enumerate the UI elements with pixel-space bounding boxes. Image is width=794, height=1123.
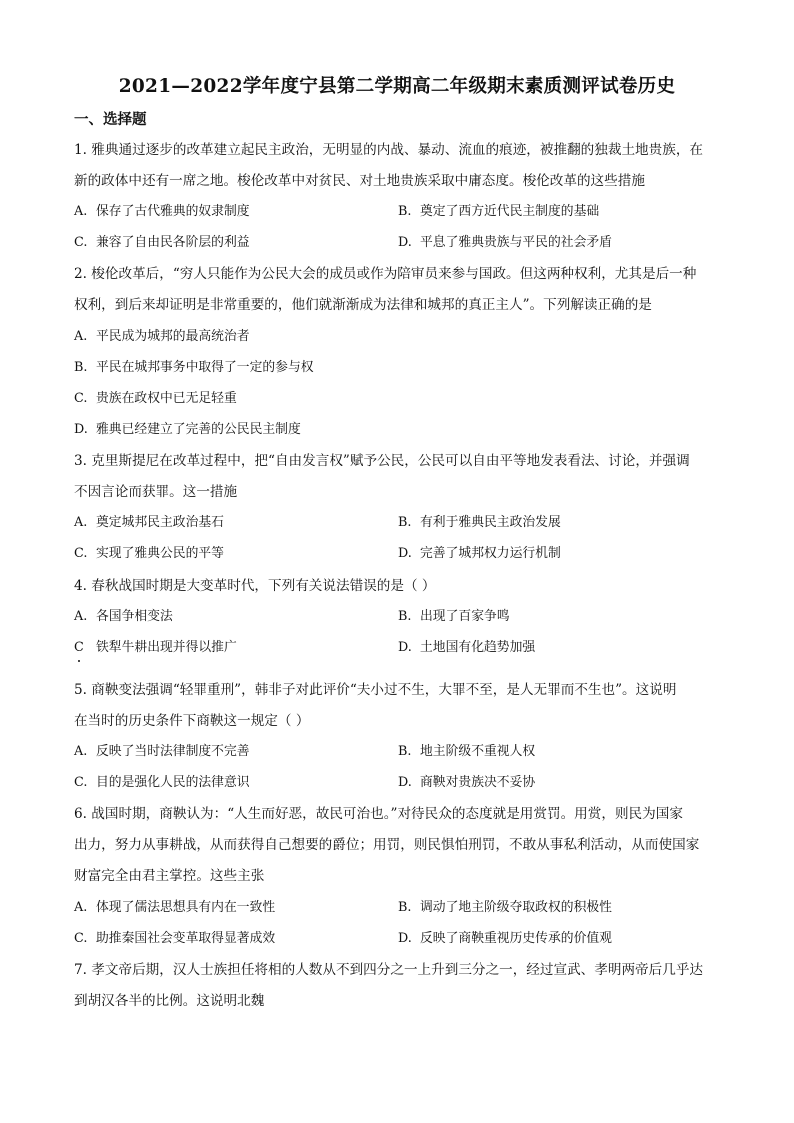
question-5-option-a: A. 反映了当时法律制度不完善 [74, 744, 250, 759]
question-1-option-b: B. 奠定了西方近代民主制度的基础 [398, 204, 600, 219]
question-6-line-3: 财富完全由君主掌控。这些主张 [74, 868, 265, 884]
question-2-option-a: A. 平民成为城邦的最高统治者 [74, 329, 250, 344]
question-6-option-b: B. 调动了地主阶级夺取政权的积极性 [398, 900, 612, 915]
page-title: 2021—2022学年度宁县第二学期高二年级期末素质测评试卷历史 [118, 76, 676, 97]
question-4-option-a: A. 各国争相变法 [74, 609, 173, 624]
question-3-option-c: C. 实现了雅典公民的平等 [74, 546, 224, 561]
question-1-option-a: A. 保存了古代雅典的奴隶制度 [74, 204, 250, 219]
question-5-line-2: 在当时的历史条件下商鞅这一规定（ ） [74, 713, 310, 729]
question-2-option-b: B. 平民在城邦事务中取得了一定的参与权 [74, 360, 314, 375]
question-6-line-2: 出力，努力从事耕战，从而获得自己想要的爵位；用罚，则民惧怕刑罚，不敢从事私利活动，从而使国家 [74, 837, 700, 853]
question-1-line-2: 新的政体中还有一席之地。梭伦改革中对贫民、对土地贵族采取中庸态度。梭伦改革的这些措施 [74, 173, 645, 189]
question-3-option-d: D. 完善了城邦权力运行机制 [398, 546, 561, 561]
question-1-option-d: D. 平息了雅典贵族与平民的社会矛盾 [398, 235, 612, 250]
question-4-line-1: 4. 春秋战国时期是大变革时代，下列有关说法错误的是（ ） [74, 578, 436, 594]
question-6-line-1: 6. 战国时期，商鞅认为：“人生而好恶，故民可治也。”对待民众的态度就是用赏罚。用赏，则民为国家 [74, 806, 683, 822]
question-6-option-c: C. 助推秦国社会变革取得显著成效 [74, 931, 276, 946]
question-1-option-c: C. 兼容了自由民各阶层的利益 [74, 235, 250, 250]
question-7-line-1: 7. 孝文帝后期，汉人士族担任将相的人数从不到四分之一上升到三分之一，经过宣武、孝明两帝后几乎达 [74, 962, 704, 978]
question-5-option-b: B. 地主阶级不重视人权 [398, 744, 536, 759]
question-5-line-1: 5. 商鞅变法强调“轻罪重刑”，韩非子对此评价“夫小过不生，大罪不至，是人无罪而不生也”。这说明 [74, 682, 677, 698]
question-4-option-b: B. 出现了百家争鸣 [398, 609, 510, 624]
question-2-option-c: C. 贵族在政权中已无足轻重 [74, 391, 237, 406]
question-2-option-d: D. 雅典已经建立了完善的公民民主制度 [74, 422, 301, 437]
question-5-option-d: D. 商鞅对贵族决不妥协 [398, 775, 536, 790]
question-3-line-1: 3. 克里斯提尼在改革过程中，把“自由发言权”赋予公民，公民可以自由平等地发表看法、讨论，并强调 [74, 453, 690, 469]
question-3-option-a: A. 奠定城邦民主政治基石 [74, 515, 224, 530]
question-4-option-c: C 铁犁牛耕出现并得以推广 [74, 640, 237, 655]
question-5-option-c: C. 目的是强化人民的法律意识 [74, 775, 250, 790]
question-4-option-d: D. 土地国有化趋势加强 [398, 640, 536, 655]
question-2-line-1: 2. 梭伦改革后，“穷人只能作为公民大会的成员或作为陪审员来参与国政。但这两种权利，尤其是后一种 [74, 266, 697, 282]
question-3-option-b: B. 有利于雅典民主政治发展 [398, 515, 561, 530]
section-heading: 一、选择题 [74, 111, 147, 128]
question-3-line-2: 不因言论而获罪。这一措施 [74, 484, 238, 500]
question-6-option-d: D. 反映了商鞅重视历史传承的价值观 [398, 931, 612, 946]
question-7-line-2: 到胡汉各半的比例。这说明北魏 [74, 993, 265, 1009]
question-6-option-a: A. 体现了儒法思想具有内在一致性 [74, 900, 276, 915]
question-2-line-2: 权利，到后来却证明是非常重要的，他们就渐渐成为法律和城邦的真正主人”。下列解读正确的是 [74, 297, 652, 313]
question-1-line-1: 1. 雅典通过逐步的改革建立起民主政治，无明显的内战、暴动、流血的痕迹，被推翻的独裁土地贵族，在 [74, 142, 704, 158]
stray-dot-mark [78, 660, 80, 662]
